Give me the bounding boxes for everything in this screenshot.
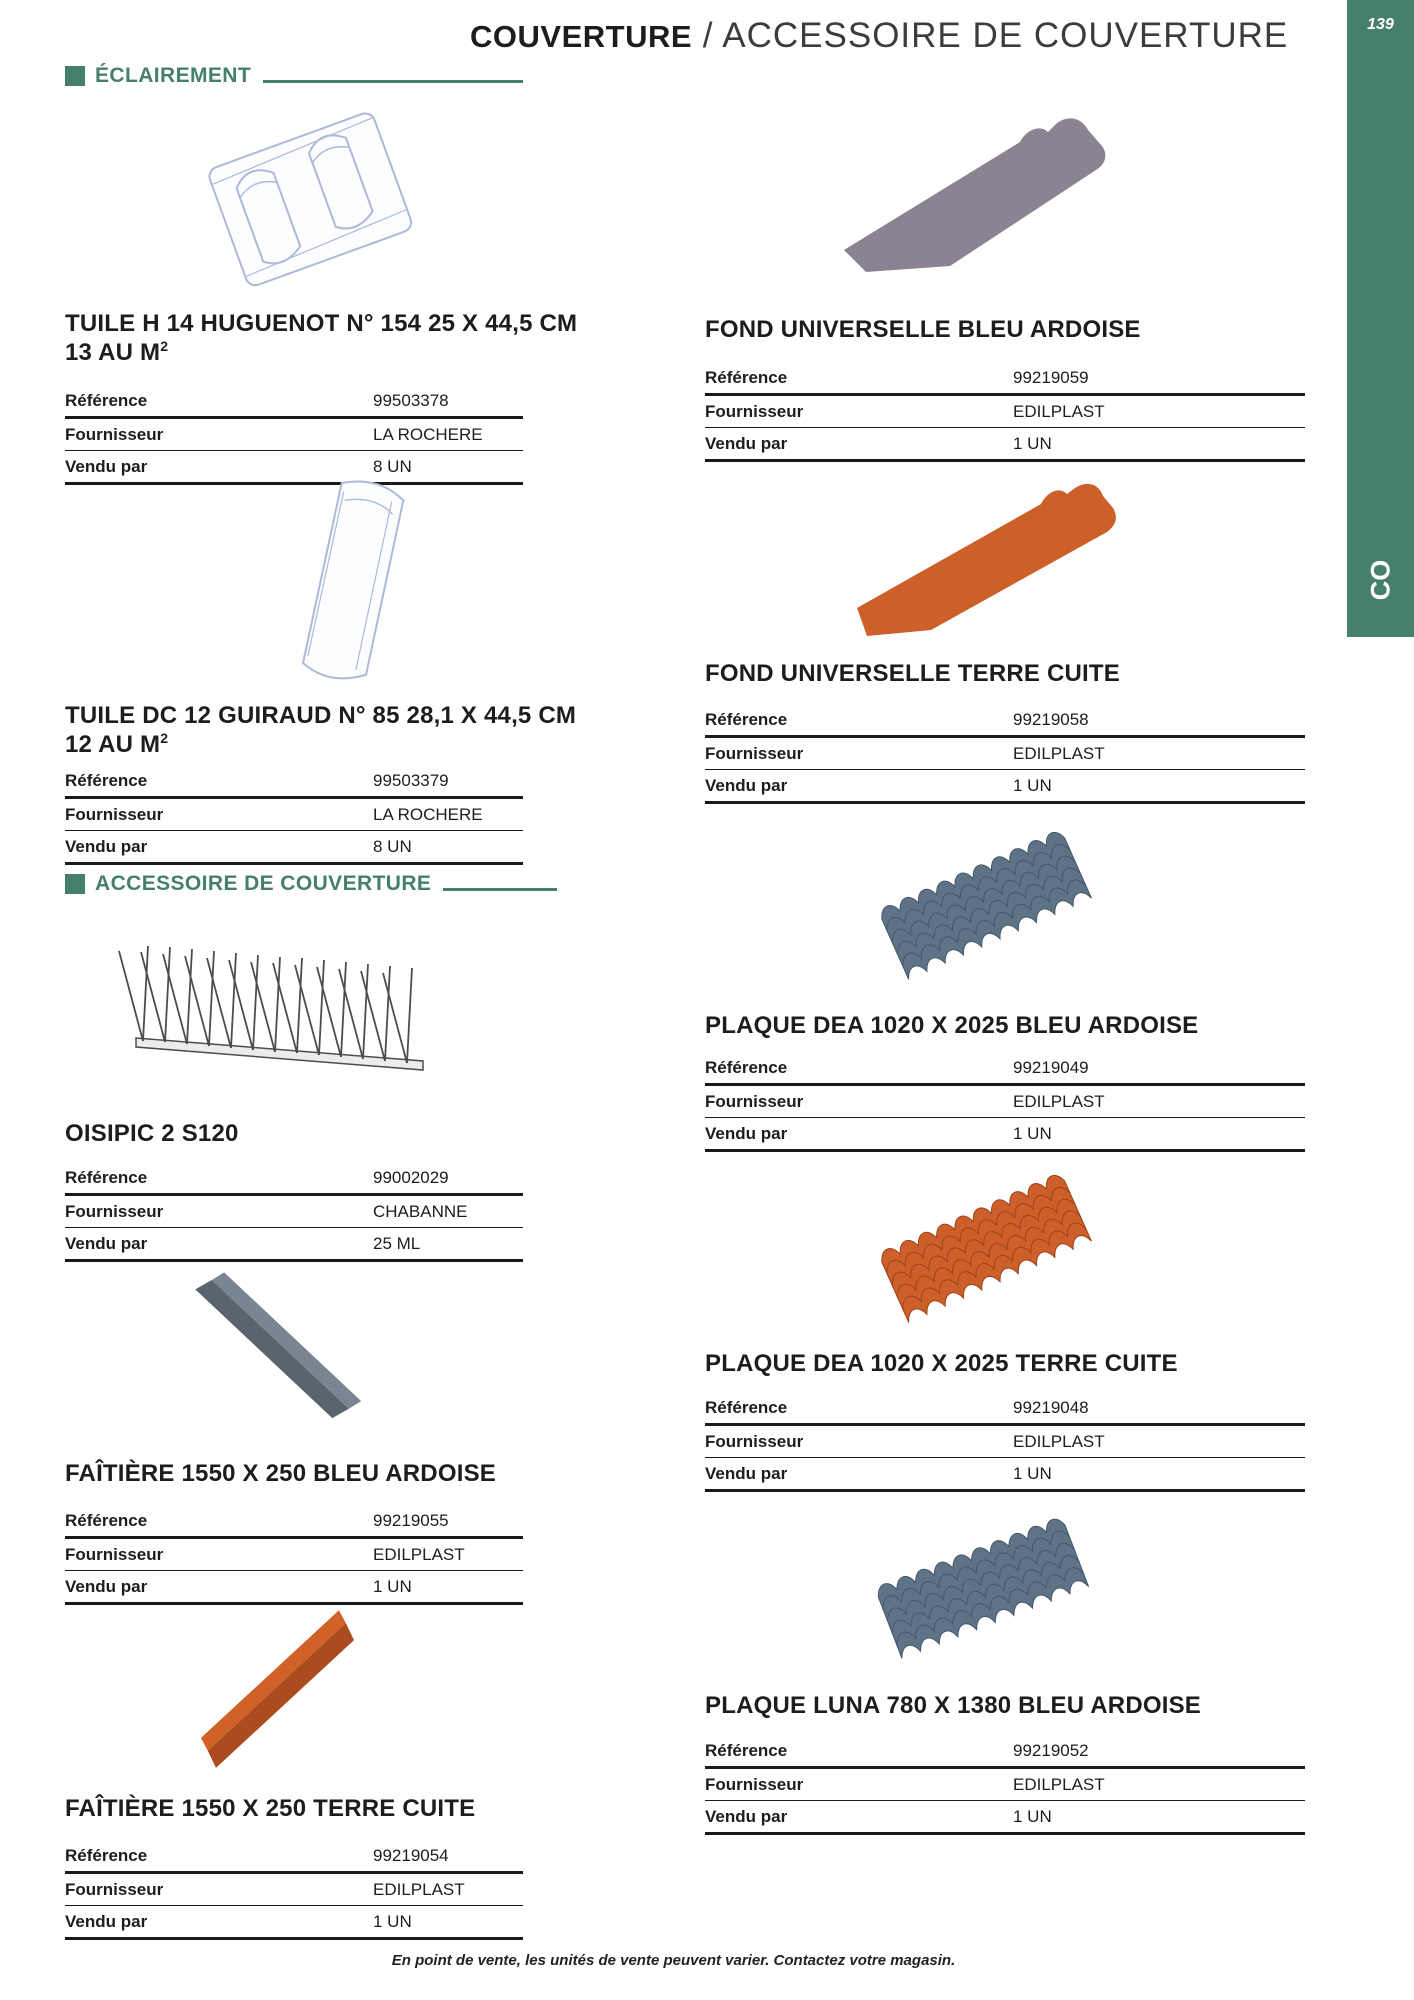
sold-by-value: 1 UN	[1013, 433, 1052, 453]
product-title-line2: 13 AU M	[65, 339, 161, 367]
fond-universelle-bleu-image	[830, 90, 1150, 305]
table-row	[65, 1505, 523, 1539]
reference-label: Référence	[65, 1510, 148, 1530]
supplier-label: Fournisseur	[65, 1879, 164, 1899]
table-row	[705, 362, 1305, 396]
product-title	[65, 1460, 496, 1488]
product-title	[65, 310, 577, 368]
product-title-line1: OISIPIC 2 S120	[65, 1120, 239, 1147]
product-table	[705, 1735, 1305, 1835]
table-row	[65, 1840, 523, 1874]
table-row	[65, 765, 523, 799]
product-table	[65, 1840, 523, 1940]
table-row	[705, 770, 1305, 804]
product-title-line1: PLAQUE DEA 1020 X 2025 TERRE CUITE	[705, 1350, 1178, 1377]
section-title: ACCESSOIRE DE COUVERTURE	[95, 872, 432, 895]
reference-value: 99219049	[1013, 1057, 1089, 1077]
product-title	[705, 1350, 1178, 1378]
table-row	[705, 704, 1305, 738]
product-title-line1: FAÎTIÈRE 1550 X 250 BLEU ARDOISE	[65, 1460, 496, 1487]
supplier-label: Fournisseur	[705, 401, 804, 421]
oisipic-spikes-image	[118, 912, 458, 1087]
product-table	[65, 765, 523, 865]
supplier-label: Fournisseur	[65, 1201, 164, 1221]
reference-label: Référence	[705, 1740, 788, 1760]
reference-label: Référence	[65, 770, 148, 790]
side-tab	[1347, 0, 1414, 637]
product-table	[65, 1505, 523, 1605]
sold-by-label: Vendu par	[705, 1123, 788, 1143]
reference-label: Référence	[705, 1057, 788, 1077]
product-title	[65, 1795, 475, 1823]
side-tab-label: CO	[1365, 559, 1395, 601]
section-rule	[443, 888, 557, 891]
supplier-value: EDILPLAST	[1013, 1431, 1105, 1451]
sold-by-value: 1 UN	[1013, 1463, 1052, 1483]
supplier-value: CHABANNE	[373, 1201, 468, 1221]
reference-value: 99002029	[373, 1167, 449, 1187]
faitiere-bleu-ardoise-image	[175, 1265, 390, 1435]
supplier-value: LA ROCHERE	[373, 424, 483, 444]
reference-label: Référence	[705, 1397, 788, 1417]
product-title	[705, 660, 1120, 688]
sold-by-label: Vendu par	[705, 1463, 788, 1483]
page-number: 139	[1367, 16, 1394, 33]
plaque-dea-terre-image	[850, 1150, 1115, 1345]
product-table	[65, 385, 523, 485]
table-row	[65, 385, 523, 419]
footer-note: En point de vente, les unités de vente peuvent varier. Contactez votre magasin.	[391, 1952, 956, 1969]
supplier-value: EDILPLAST	[1013, 1091, 1105, 1111]
product-title-line2: 12 AU M	[65, 731, 161, 759]
sold-by-label: Vendu par	[65, 456, 148, 476]
table-row	[65, 831, 523, 865]
faitiere-terre-cuite-image	[172, 1592, 387, 1772]
section-bullet-icon	[65, 66, 85, 86]
section-accessoire	[65, 872, 557, 896]
sold-by-value: 1 UN	[373, 1576, 412, 1596]
header-category: COUVERTURE	[470, 19, 693, 54]
supplier-label: Fournisseur	[705, 1431, 804, 1451]
table-row	[705, 1735, 1305, 1769]
table-row	[705, 738, 1305, 770]
sold-by-value: 1 UN	[1013, 775, 1052, 795]
reference-value: 99503378	[373, 390, 449, 410]
sold-by-label: Vendu par	[65, 1911, 148, 1931]
table-row	[705, 1801, 1305, 1835]
product-title-line1: FAÎTIÈRE 1550 X 250 TERRE CUITE	[65, 1795, 476, 1822]
product-table	[65, 1162, 523, 1262]
sold-by-label: Vendu par	[705, 1806, 788, 1826]
product-title	[705, 1012, 1198, 1040]
supplier-value: LA ROCHERE	[373, 804, 483, 824]
section-bullet-icon	[65, 874, 85, 894]
product-title	[65, 702, 576, 760]
table-row	[65, 799, 523, 831]
product-title-sup: 2	[160, 730, 169, 747]
section-eclairement	[65, 64, 523, 88]
sold-by-label: Vendu par	[705, 775, 788, 795]
table-row	[65, 1539, 523, 1571]
plaque-luna-bleu-image	[840, 1488, 1120, 1688]
product-title	[705, 316, 1141, 344]
product-table	[705, 1392, 1305, 1492]
reference-value: 99219058	[1013, 709, 1089, 729]
sold-by-label: Vendu par	[65, 1233, 148, 1253]
reference-value: 99503379	[373, 770, 449, 790]
table-row	[65, 1906, 523, 1940]
supplier-value: EDILPLAST	[1013, 401, 1105, 421]
table-row	[705, 1458, 1305, 1492]
product-table	[705, 1052, 1305, 1152]
supplier-value: EDILPLAST	[373, 1879, 465, 1899]
sold-by-label: Vendu par	[65, 1576, 148, 1596]
page-header	[470, 16, 1288, 56]
section-rule	[263, 80, 523, 83]
table-row	[705, 1392, 1305, 1426]
product-title	[65, 1120, 239, 1148]
header-subcategory: ACCESSOIRE DE COUVERTURE	[722, 16, 1289, 55]
product-title-line1: PLAQUE DEA 1020 X 2025 BLEU ARDOISE	[705, 1012, 1199, 1039]
section-title: ÉCLAIREMENT	[95, 64, 252, 87]
table-row	[705, 1426, 1305, 1458]
plaque-dea-bleu-image	[850, 805, 1115, 1005]
product-title-line1: TUILE H 14 HUGUENOT N° 154 25 X 44,5 CM	[65, 310, 578, 337]
header-separator: /	[692, 16, 723, 55]
sold-by-value: 1 UN	[373, 1911, 412, 1931]
sold-by-label: Vendu par	[65, 836, 148, 856]
product-table	[705, 704, 1305, 804]
reference-value: 99219054	[373, 1845, 449, 1865]
reference-value: 99219055	[373, 1510, 449, 1530]
reference-label: Référence	[65, 1845, 148, 1865]
table-row	[65, 1228, 523, 1262]
supplier-label: Fournisseur	[65, 804, 164, 824]
reference-value: 99219052	[1013, 1740, 1089, 1760]
sold-by-label: Vendu par	[705, 433, 788, 453]
table-row	[705, 396, 1305, 428]
supplier-value: EDILPLAST	[1013, 1774, 1105, 1794]
table-row	[705, 428, 1305, 462]
sold-by-value: 25 ML	[373, 1233, 421, 1253]
sold-by-value: 1 UN	[1013, 1806, 1052, 1826]
supplier-label: Fournisseur	[705, 743, 804, 763]
reference-label: Référence	[65, 1167, 148, 1187]
product-title-sup: 2	[160, 338, 169, 355]
fond-universelle-terre-image	[845, 472, 1145, 642]
tuile-dc12-image	[250, 472, 455, 697]
table-row	[65, 419, 523, 451]
supplier-value: EDILPLAST	[1013, 743, 1105, 763]
reference-label: Référence	[705, 367, 788, 387]
supplier-value: EDILPLAST	[373, 1544, 465, 1564]
product-title	[705, 1692, 1201, 1720]
reference-value: 99219059	[1013, 367, 1089, 387]
sold-by-value: 1 UN	[1013, 1123, 1052, 1143]
supplier-label: Fournisseur	[65, 424, 164, 444]
product-title-line1: FOND UNIVERSELLE TERRE CUITE	[705, 660, 1120, 687]
table-row	[705, 1052, 1305, 1086]
table-row	[705, 1769, 1305, 1801]
product-title-line1: PLAQUE LUNA 780 X 1380 BLEU ARDOISE	[705, 1692, 1202, 1719]
reference-value: 99219048	[1013, 1397, 1089, 1417]
sold-by-value: 8 UN	[373, 456, 412, 476]
sold-by-value: 8 UN	[373, 836, 412, 856]
product-title-line1: FOND UNIVERSELLE BLEU ARDOISE	[705, 316, 1141, 343]
supplier-label: Fournisseur	[705, 1091, 804, 1111]
product-table	[705, 362, 1305, 462]
table-row	[705, 1118, 1305, 1152]
reference-label: Référence	[65, 390, 148, 410]
table-row	[65, 1874, 523, 1906]
table-row	[65, 1196, 523, 1228]
supplier-label: Fournisseur	[65, 1544, 164, 1564]
table-row	[705, 1086, 1305, 1118]
tuile-h14-image	[185, 92, 435, 307]
product-title-line1: TUILE DC 12 GUIRAUD N° 85 28,1 X 44,5 CM	[65, 702, 577, 729]
supplier-label: Fournisseur	[705, 1774, 804, 1794]
table-row	[65, 1162, 523, 1196]
reference-label: Référence	[705, 709, 788, 729]
